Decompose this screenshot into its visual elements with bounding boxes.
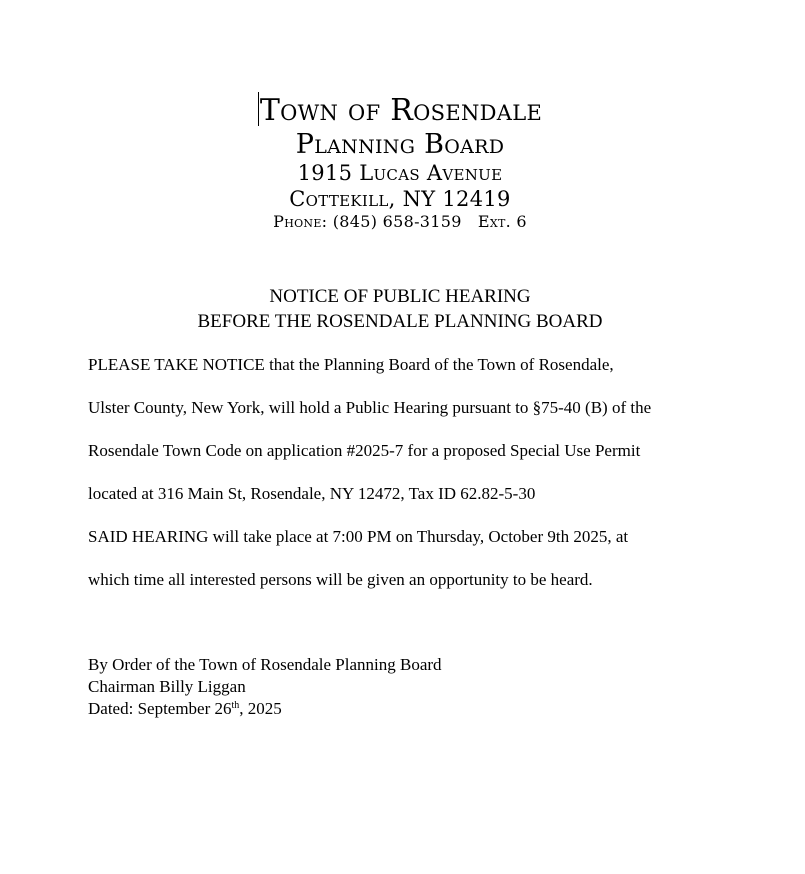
signoff-order: By Order of the Town of Rosendale Planning Board — [88, 655, 442, 674]
notice-body-line: SAID HEARING will take place at 7:00 PM on Thursday, October 9th 2025, at — [88, 527, 629, 546]
signoff-chairman: Chairman Billy Liggan — [88, 677, 246, 696]
text-cursor — [258, 92, 259, 126]
notice-title-line1: NOTICE OF PUBLIC HEARING — [269, 286, 531, 307]
letterhead-phone: Phone: (845) 658-3159 Ext. 6 — [273, 212, 527, 231]
notice-body-line: located at 316 Main St, Rosendale, NY 12472, Tax ID 62.82-5-30 — [88, 484, 536, 503]
signoff-dated-suffix: , 2025 — [239, 699, 282, 718]
letterhead-city: Cottekill, NY 12419 — [289, 187, 511, 211]
letterhead-street: 1915 Lucas Avenue — [297, 161, 503, 185]
notice-body — [88, 351, 778, 609]
signoff-block — [88, 654, 442, 720]
signoff-dated-sup: th — [231, 700, 240, 711]
notice-body-line: Ulster County, New York, will hold a Public Hearing pursuant to §75-40 (B) of the — [88, 398, 652, 417]
letterhead-board: Planning Board — [295, 129, 505, 160]
signoff-dated-prefix: Dated: September 26 — [88, 699, 232, 718]
notice-body-line: Rosendale Town Code on application #2025-7 for a proposed Special Use Permit — [88, 441, 641, 460]
letterhead-town-text: Town of Rosendale — [259, 93, 543, 128]
notice-body-line: which time all interested persons will be given an opportunity to be heard. — [88, 570, 593, 589]
notice-title-line2: BEFORE THE ROSENDALE PLANNING BOARD — [197, 311, 603, 332]
signoff-dated — [88, 698, 442, 720]
notice-body-line: PLEASE TAKE NOTICE that the Planning Board of the Town of Rosendale, — [88, 355, 614, 374]
letterhead — [0, 92, 800, 232]
letterhead-town — [0, 92, 800, 129]
notice-title — [0, 284, 800, 334]
